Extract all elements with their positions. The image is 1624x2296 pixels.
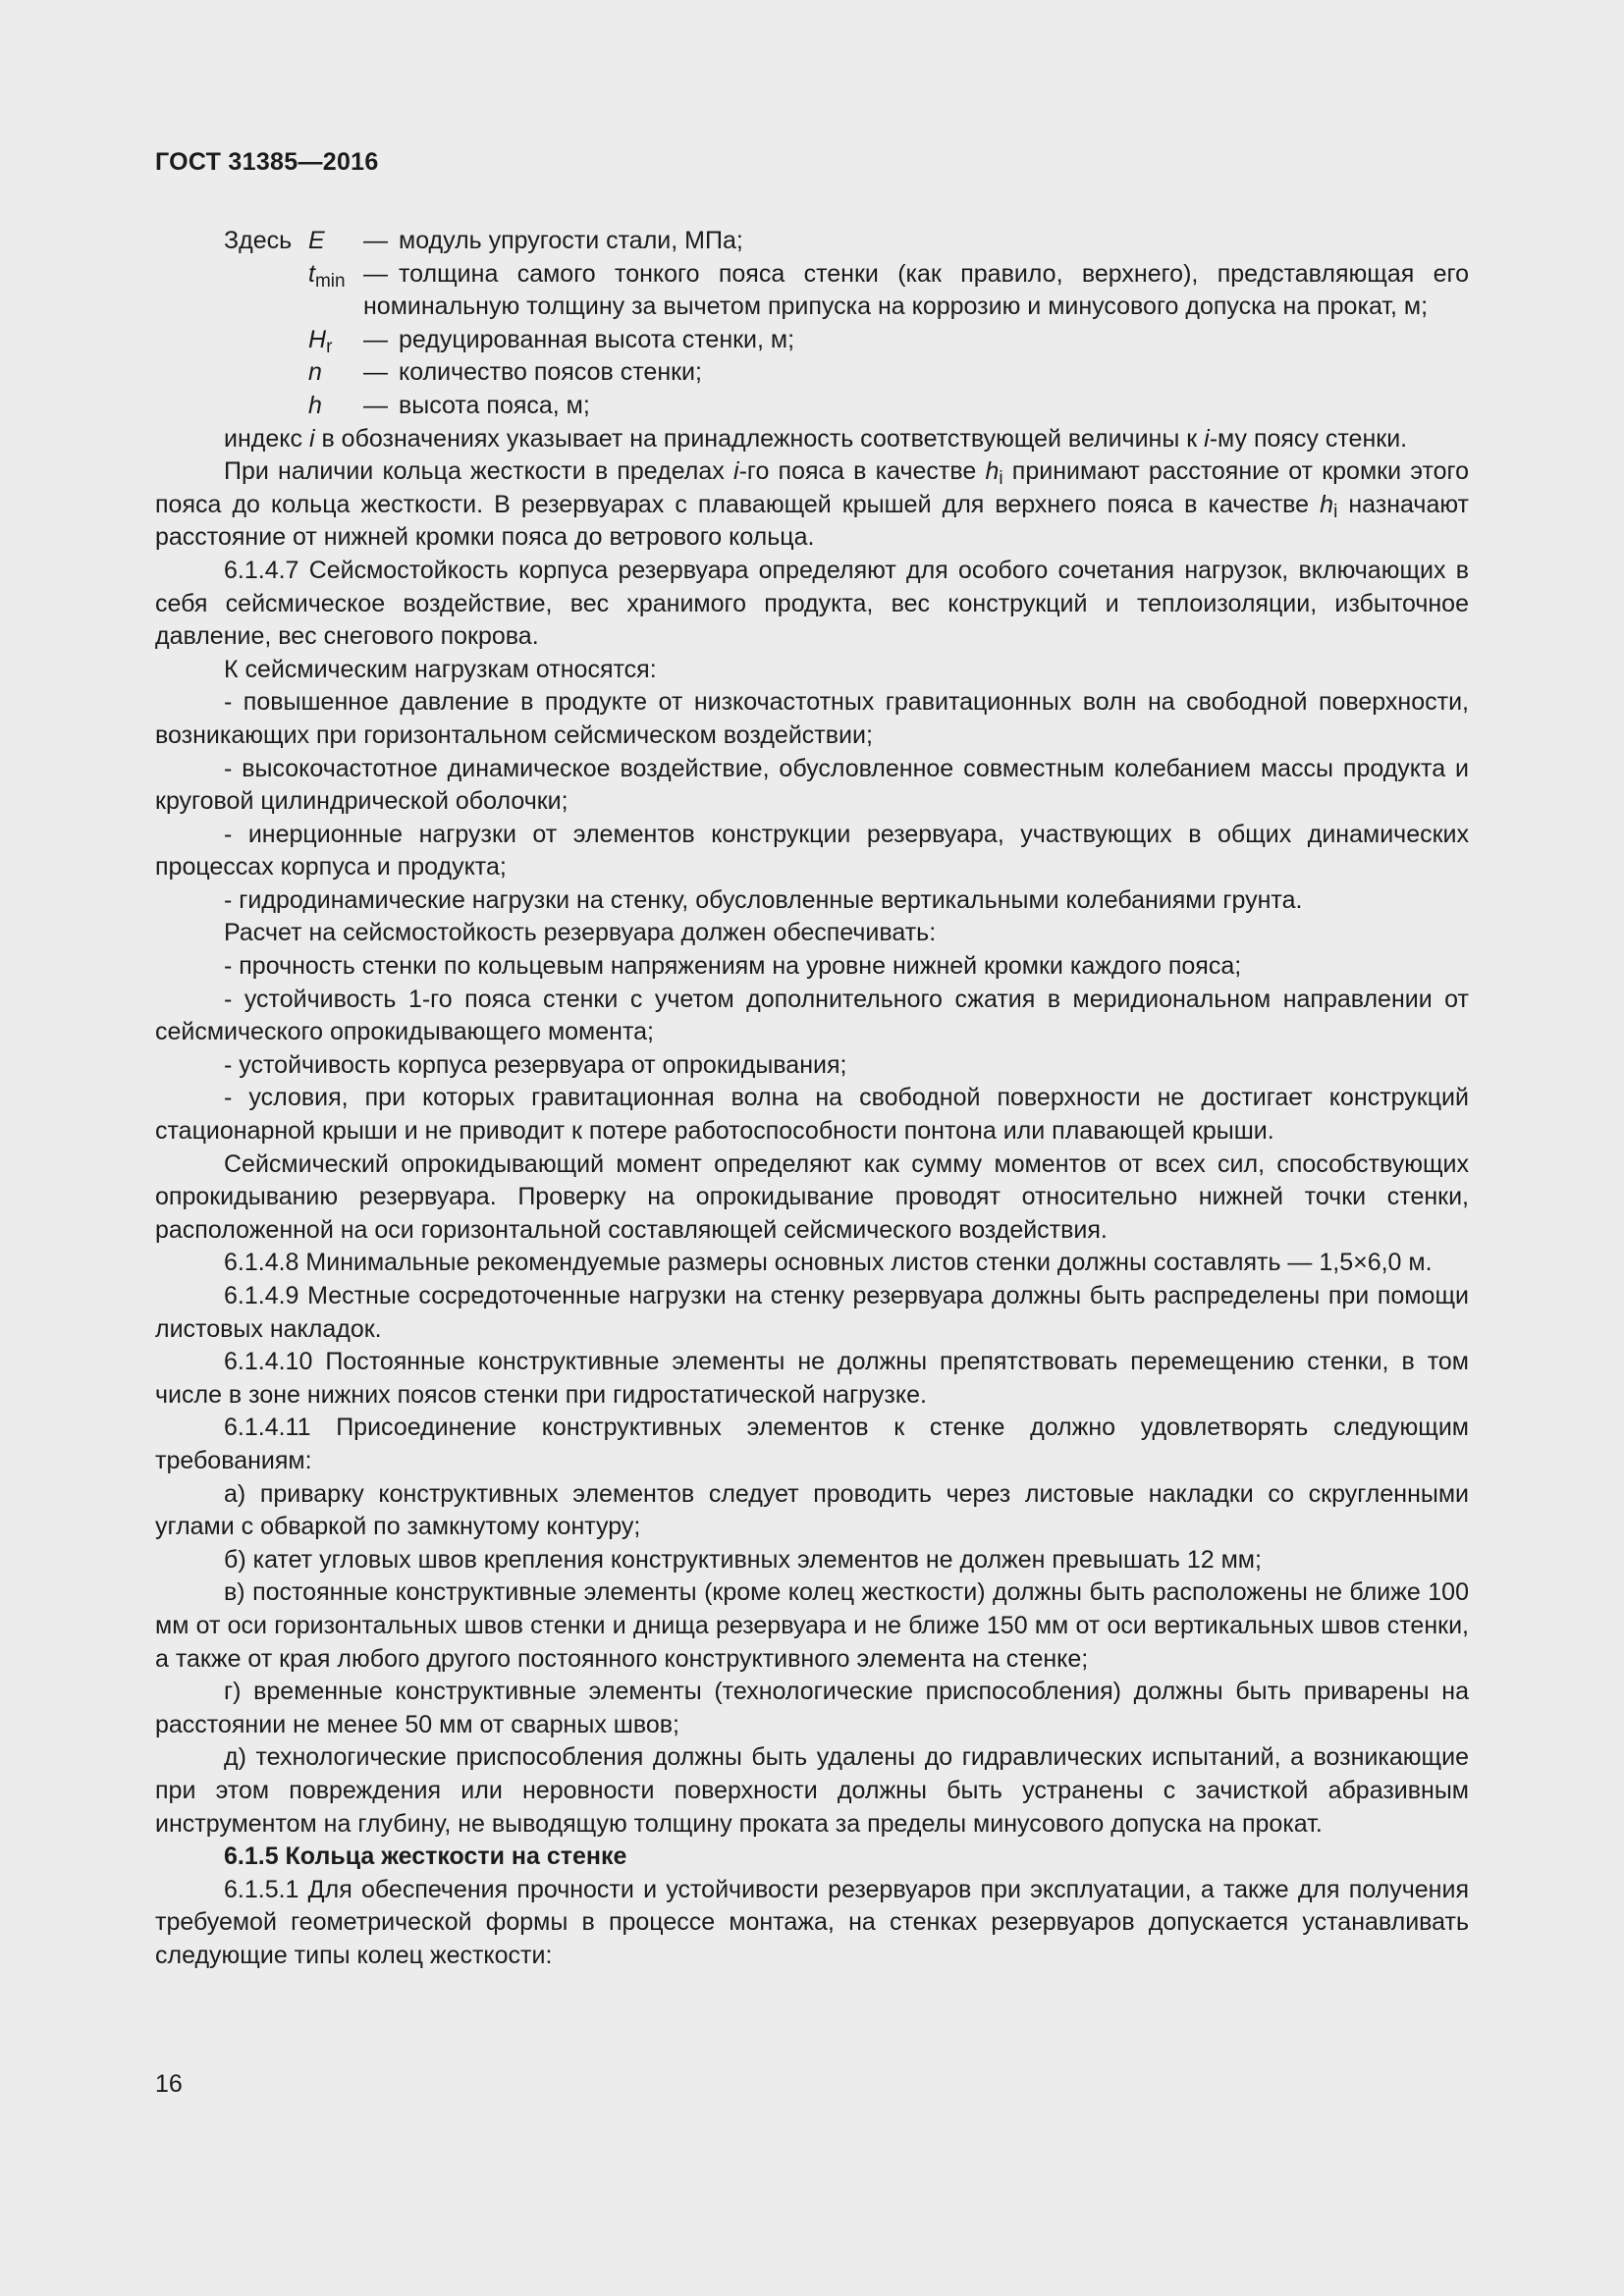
list-item: г) временные конструктивные элементы (технологические приспособления) должны быть приварены на расстоянии не менее 50 мм от сварных швов;	[155, 1678, 1469, 1738]
list-item: - прочность стенки по кольцевым напряжениям на уровне нижней кромки каждого пояса;	[224, 952, 1242, 981]
paragraph: 6.1.4.10 Постоянные конструктивные элементы не должны препятствовать перемещению стенки, в том числе в зоне нижних поясов стенки при гидростатической нагрузке.	[155, 1348, 1469, 1409]
paragraph: Расчет на сейсмостойкость резервуара должен обеспечивать:	[224, 919, 937, 947]
definition-text: — редуцированная высота стенки, м;	[363, 325, 795, 353]
definition-symbol: $H_r$	[308, 325, 333, 357]
paragraph: 6.1.5.1 Для обеспечения прочности и устойчивости резервуаров при эксплуатации, а также для получения требуемой геометрической формы в процессе монтажа, на стенках резервуаров допускается устанавливать следующие типы колец жесткости:	[155, 1875, 1469, 1969]
definition-text: — толщина самого тонкого пояса стенки (как правило, верхнего), представляющая его номинальную толщину за вычетом припуска на коррозию и минусового допуска на прокат, м;	[363, 259, 1469, 321]
list-item: - устойчивость 1-го пояса стенки с учетом дополнительного сжатия в меридиональном направлении от сейсмического опрокидывающего момента;	[155, 985, 1469, 1046]
page-number: 16	[155, 2070, 183, 2098]
definition-symbol: h	[308, 391, 322, 419]
paragraph-ring: При наличии кольца жесткости в пределах i-го пояса в качестве $h_i$ принимают расстояние от кромки этого пояса до кольца жесткости. В резервуарах с плавающей крышей для верхнего пояса в качестве $h_i$ назначают расстояние от нижней кромки пояса до ветрового кольца.	[155, 457, 1469, 552]
list-item: а) приварку конструктивных элементов следует проводить через листовые накладки со скругленными углами с обваркой по замкнутому контуру;	[155, 1479, 1469, 1541]
definitions-list	[224, 225, 1469, 455]
definition-text: — модуль упругости стали, МПа;	[363, 227, 743, 254]
document-header: ГОСТ 31385—2016	[155, 148, 379, 176]
paragraph: 6.1.4.8 Минимальные рекомендуемые размеры основных листов стенки должны составлять — 1,5×6,0 м.	[224, 1249, 1433, 1277]
definition-row	[224, 356, 1469, 390]
list-item: - устойчивость корпуса резервуара от опрокидывания;	[224, 1050, 847, 1079]
paragraph: 6.1.4.7 Сейсмостойкость корпуса резервуара определяют для особого сочетания нагрузок, включающих в себя сейсмическое воздействие, вес хранимого продукта, вес конструкций и теплоизоляции, избыточное давление, вес снегового покрова.	[155, 556, 1469, 651]
definition-text: — количество поясов стенки;	[363, 358, 702, 387]
definitions-lead: Здесь	[224, 227, 293, 254]
paragraph: 6.1.4.9 Местные сосредоточенные нагрузки на стенку резервуара должны быть распределены при помощи листовых накладок.	[155, 1282, 1469, 1343]
list-item: - условия, при которых гравитационная волна на свободной поверхности не достигает конструкций стационарной крыши и не приводит к потере работоспособности понтона или плавающей крыши.	[155, 1084, 1469, 1146]
list-item: б) катет угловых швов крепления конструктивных элементов не должен превышать 12 мм;	[224, 1545, 1262, 1574]
definition-symbol: E	[308, 227, 325, 254]
index-note: индекс i в обозначениях указывает на принадлежность соответствующей величины к i-му поясу стенки.	[224, 424, 1408, 453]
list-item: - повышенное давление в продукте от низкочастотных гравитационных волн на свободной поверхности, возникающих при горизонтальном сейсмическом воздействии;	[155, 688, 1469, 749]
document-body	[155, 225, 1469, 1972]
definition-text: — высота пояса, м;	[363, 391, 590, 419]
definition-row	[224, 258, 1469, 324]
section-heading: 6.1.5 Кольца жесткости на стенке	[224, 1842, 627, 1871]
paragraph: 6.1.4.11 Присоединение конструктивных элементов к стенке должно удовлетворять следующим требованиям:	[155, 1414, 1469, 1474]
paragraph: К сейсмическим нагрузкам относятся:	[224, 655, 657, 683]
definition-row	[224, 225, 1469, 258]
list-item: в) постоянные конструктивные элементы (кроме колец жесткости) должны быть расположены не ближе 100 мм от оси горизонтальных швов стенки и днища резервуара и не ближе 150 мм от оси вертикальных швов стенки, а также от края любого другого постоянного конструктивного элемента на стенке;	[155, 1578, 1469, 1673]
definition-symbol: n	[308, 358, 322, 387]
list-item: - высокочастотное динамическое воздействие, обусловленное совместным колебанием массы продукта и круговой цилиндрической оболочки;	[155, 754, 1469, 816]
list-item: д) технологические приспособления должны быть удалены до гидравлических испытаний, а возникающие при этом повреждения или неровности поверхности должны быть устранены с зачисткой абразивным инструментом на глубину, не выводящую толщину проката за пределы минусового допуска на прокат.	[155, 1743, 1469, 1838]
paragraph: Сейсмический опрокидывающий момент определяют как сумму моментов от всех сил, способствующих опрокидыванию резервуара. Проверку на опрокидывание проводят относительно нижней точки стенки, расположенной на оси горизонтальной составляющей сейсмического воздействия.	[155, 1149, 1469, 1244]
list-item: - инерционные нагрузки от элементов конструкции резервуара, участвующих в общих динамических процессах корпуса и продукта;	[155, 820, 1469, 881]
definition-symbol: $t_{min}$	[308, 259, 346, 292]
list-item: - гидродинамические нагрузки на стенку, обусловленные вертикальными колебаниями грунта.	[224, 885, 1303, 914]
definition-row	[224, 324, 1469, 357]
definition-row	[224, 390, 1469, 423]
